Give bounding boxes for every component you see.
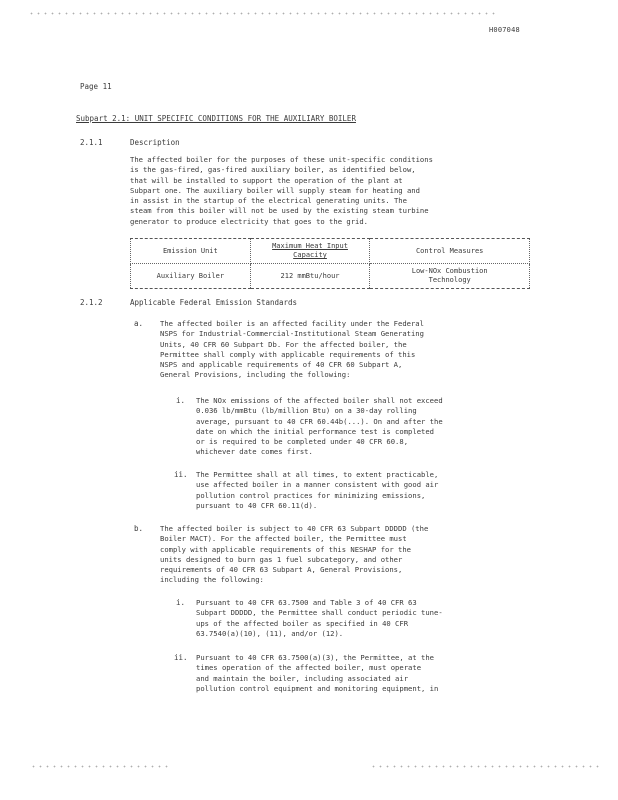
scan-speckle-top [28, 12, 498, 15]
description-paragraph: The affected boiler for the purposes of these unit-specific conditions is the gas-fired, gas-fired auxiliary boiler, as identified below, that will be installed to support the operation of the plant at Subpart one. The auxiliary boiler will supply steam for heating and in assist in the startup of the electrical generating units. The steam from this boiler will not be used by the existing steam turbine generator to produce electricity that goes to the grid. [130, 155, 433, 226]
list-item-text: The affected boiler is an affected facility under the Federal NSPS for Industrial-Commercial-Institutional Steam Generating Units, 40 CFR 60 Subpart Db. For the affected boiler, the Permittee shall comply with applicable requirements of this NSPS and applicable requirements of 40 CFR 60 Subpart A, General Provisions, including the following: [160, 319, 424, 380]
list-marker: i. [176, 396, 186, 405]
table-cell: Low-NOx Combustion Technology [370, 264, 530, 289]
subsection-number: 2.1.2 [80, 298, 103, 307]
list-item-text: The NOx emissions of the affected boiler shall not exceed 0.036 lb/mmBtu (lb/million Btu) on a 30-day rolling average, pursuant to 40 CFR 60.44b(...). On and after the date on which the initial performance test is completed or is required to be completed under 40 CFR 60.8, whichever date comes first. [196, 396, 443, 457]
scan-speckle-bottom [370, 765, 600, 768]
table-header-row [131, 239, 530, 264]
list-item-text: The Permittee shall at all times, to extent practicable, use affected boiler in a manner consistent with good air pollution control practices for minimizing emissions, pursuant to 40 CFR 60.11(d). [196, 470, 439, 510]
list-marker: ii. [174, 653, 188, 662]
subsection-number: 2.1.1 [80, 138, 103, 147]
list-marker: i. [176, 598, 186, 607]
table-header-cell: Maximum Heat Input Capacity [250, 239, 370, 264]
table-header-cell: Emission Unit [131, 239, 251, 264]
list-marker: b. [134, 524, 144, 533]
document-number: H007048 [489, 26, 520, 34]
table-row [131, 264, 530, 289]
boiler-table [130, 238, 530, 289]
list-item-text: Pursuant to 40 CFR 63.7500 and Table 3 of 40 CFR 63 Subpart DDDDD, the Permittee shall conduct periodic tune- ups of the affected boiler as specified in 40 CFR 63.7540(a)(10), (11), and/or (12). [196, 598, 443, 638]
table-cell: Auxiliary Boiler [131, 264, 251, 289]
scan-speckle-bottom [30, 765, 170, 768]
section-title: Subpart 2.1: UNIT SPECIFIC CONDITIONS FOR THE AUXILIARY BOILER [76, 114, 356, 123]
subsection-heading: Description [130, 138, 180, 147]
list-marker: a. [134, 319, 144, 328]
list-item-text: Pursuant to 40 CFR 63.7500(a)(3), the Permittee, at the times operation of the affected boiler, must operate and maintain the boiler, including associated air pollution control equipment and monitoring equipment, in [196, 653, 439, 693]
subsection-heading: Applicable Federal Emission Standards [130, 298, 298, 307]
table-header-cell: Control Measures [370, 239, 530, 264]
list-item-text: The affected boiler is subject to 40 CFR 63 Subpart DDDDD (the Boiler MACT). For the affected boiler, the Permittee must comply with applicable requirements of this NESHAP for the units designed to burn gas 1 fuel subcategory, and other requirements of 40 CFR 63 Subpart A, General Provisions, including the following: [160, 524, 429, 585]
table-cell: 212 mmBtu/hour [250, 264, 370, 289]
page-number: Page 11 [80, 82, 112, 91]
list-marker: ii. [174, 470, 188, 479]
